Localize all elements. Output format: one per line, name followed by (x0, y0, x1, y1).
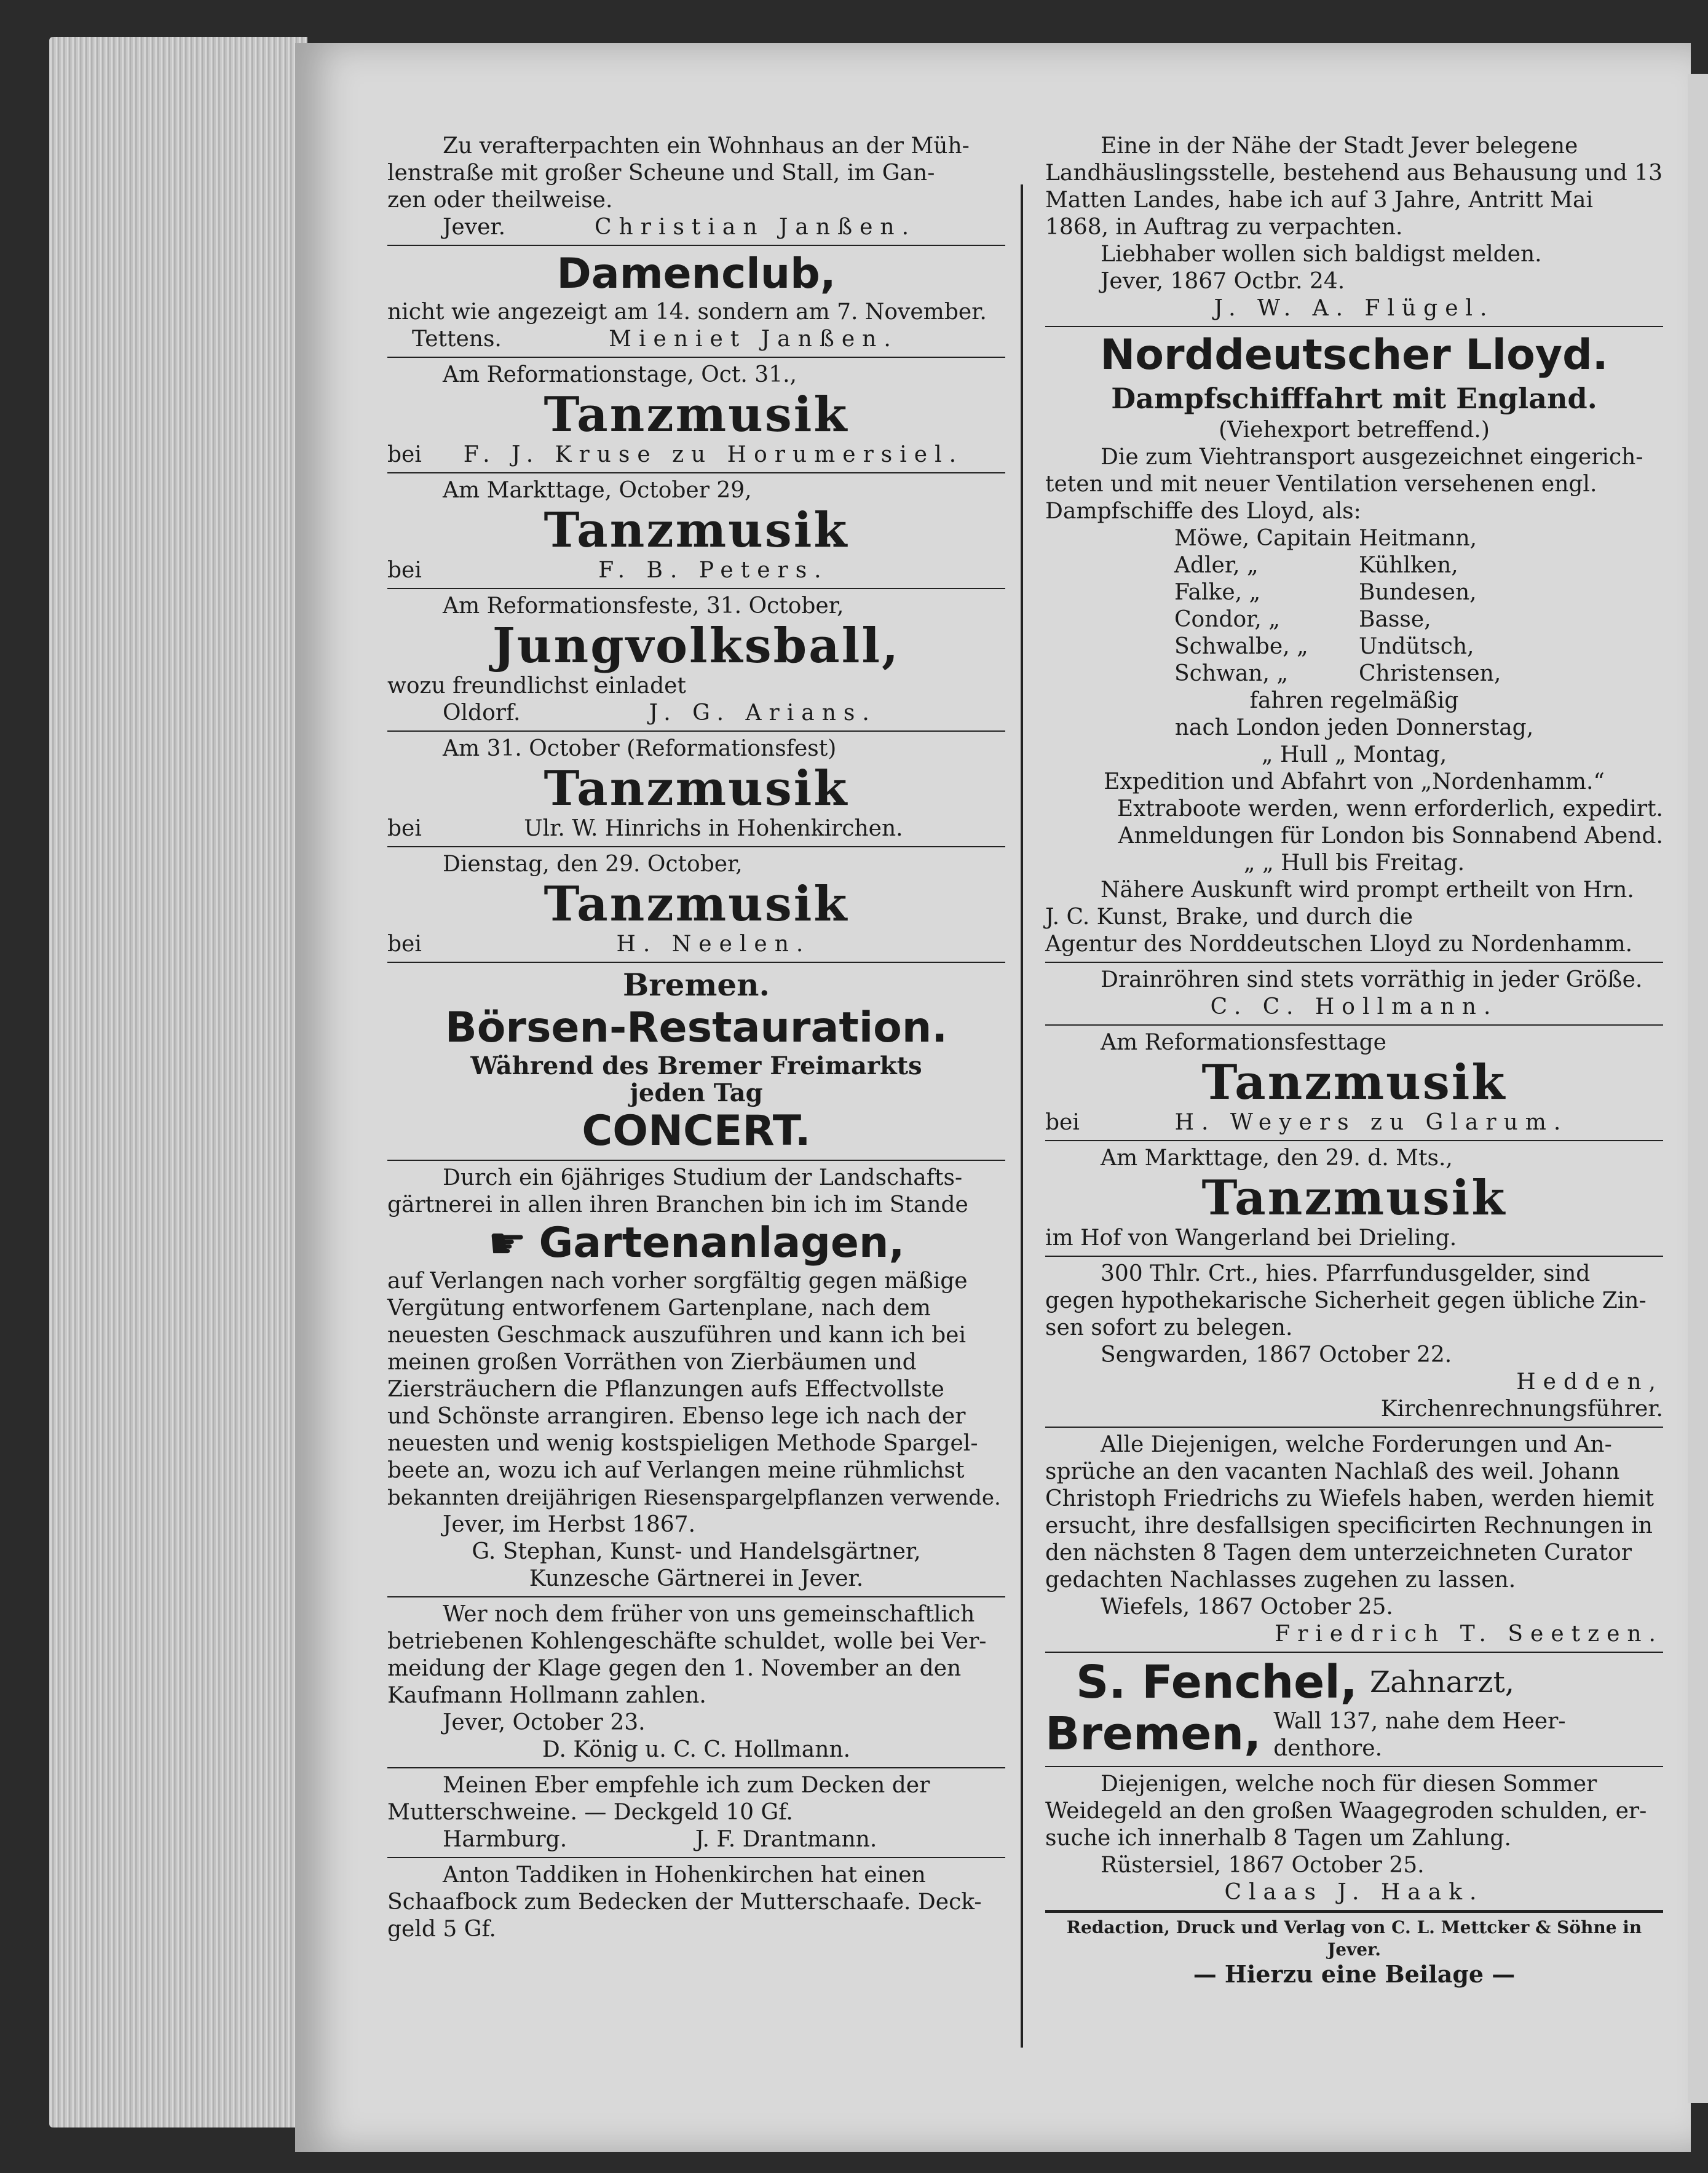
list-item: Condor, „ Basse, (1174, 607, 1431, 632)
ad-text: suche ich innerhalb 8 Tagen um Zahlung. (1045, 1826, 1511, 1851)
ad-signature: F. J. Kruse zu Horumersiel. (463, 442, 964, 467)
imprint-text: Redaction, Druck und Verlag von C. L. Mettcker & Söhne in Jever. (1066, 1917, 1642, 1960)
ad-fenchel-zahnarzt (1045, 1653, 1663, 1767)
ad-text: Mutterschweine. — Deckgeld 10 Gf. (387, 1800, 793, 1825)
ad-text: Drainröhren sind stets vorräthig in jeder Größe. (1101, 967, 1643, 992)
ad-text: gegen hypothekarische Sicherheit gegen übliche Zin- (1045, 1288, 1647, 1313)
ad-text: Anmeldungen für London bis Sonnabend Abend. (1118, 823, 1663, 849)
ad-text: denthore. (1273, 1736, 1383, 1761)
ad-tanzmusik-weyers (1045, 1026, 1663, 1141)
ad-signature: F. B. Peters. (598, 558, 829, 583)
ad-landhaeuslingsstelle (1045, 129, 1663, 327)
ad-heading: Tanzmusik (544, 876, 849, 932)
ad-kohlengeschaeft (387, 1597, 1005, 1768)
ad-subheading: (Viehexport betreffend.) (1219, 418, 1490, 443)
ad-text: betriebenen Kohlengeschäfte schuldet, wolle bei Ver- (387, 1629, 987, 1654)
ad-signature: J. G. Arians. (649, 700, 877, 726)
ad-text: neuesten Geschmack auszuführen und kann ich bei (387, 1323, 966, 1348)
ad-tanzmusik-neelen (387, 847, 1005, 963)
facing-page-edge (1688, 74, 1708, 2103)
ad-intro: Am Reformationstage, Oct. 31., (443, 362, 797, 387)
ad-signature: G. Stephan, Kunst- und Handelsgärtner, (472, 1539, 921, 1564)
ad-heading: Tanzmusik (544, 761, 849, 817)
supplement-note: — Hierzu eine Beilage — (1193, 1960, 1516, 1988)
ad-pfarrfundusgelder (1045, 1257, 1663, 1428)
ad-text: 1868, in Auftrag zu verpachten. (1045, 215, 1403, 240)
ad-text: teten und mit neuer Ventilation versehenen engl. (1045, 472, 1597, 497)
ad-text: meinen großen Vorräthen von Zierbäumen und (387, 1350, 917, 1375)
ad-gartenanlagen (387, 1161, 1005, 1597)
ad-signature: Claas J. Haak. (1224, 1880, 1484, 1905)
ad-intro: Am Reformationsfeste, 31. October, (443, 593, 844, 619)
ad-text: auf Verlangen nach vorher sorgfältig gegen mäßige (387, 1269, 968, 1294)
ad-drainroehren (1045, 963, 1663, 1026)
ad-text: „ „ Hull bis Freitag. (1243, 850, 1465, 876)
ad-place-date: Jever, October 23. (443, 1710, 646, 1735)
book-page-edges (49, 37, 307, 2127)
ad-text: Meinen Eber empfehle ich zum Decken der (443, 1773, 930, 1798)
ad-heading: Tanzmusik (1201, 1055, 1507, 1110)
ad-place: Oldorf. (443, 700, 521, 726)
ad-place-date: Sengwarden, 1867 October 22. (1101, 1342, 1452, 1368)
ad-text: sen sofort zu belegen. (1045, 1315, 1293, 1340)
ad-text: nach London jeden Donnerstag, (1174, 715, 1534, 740)
ad-wohnhaus (387, 129, 1005, 246)
ad-intro: Am Reformationsfesttage (1101, 1030, 1386, 1055)
ad-text: Anton Taddiken in Hohenkirchen hat einen (443, 1862, 926, 1888)
ad-bei: bei (1045, 1110, 1080, 1135)
ad-text: geld 5 Gf. (387, 1917, 496, 1942)
ad-signature: D. König u. C. C. Hollmann. (542, 1737, 851, 1762)
ad-intro: Am 31. October (Reformationsfest) (443, 736, 837, 761)
ad-intro: Dienstag, den 29. October, (443, 852, 743, 877)
ad-signature: J. W. A. Flügel. (1214, 296, 1495, 321)
ad-text: „ Hull „ Montag, (1261, 742, 1447, 767)
ad-text: zen oder theilweise. (387, 188, 613, 213)
ad-heading: Jungvolksball, (492, 618, 901, 674)
ad-weidegeld (1045, 1767, 1663, 1911)
ad-text: 300 Thlr. Crt., hies. Pfarrfundusgelder, sind (1101, 1261, 1591, 1286)
left-column (387, 129, 1005, 1947)
ad-bei: bei (387, 558, 422, 583)
ad-nachlass (1045, 1428, 1663, 1653)
ad-intro: Am Markttage, October 29, (443, 478, 752, 503)
ad-text: lenstraße mit großer Scheune und Stall, im Gan- (387, 160, 935, 186)
ad-text: Expedition und Abfahrt von „Nordenhamm.“ (1104, 769, 1605, 794)
ad-text: Nähere Auskunft wird prompt ertheilt von Hrn. (1101, 877, 1634, 903)
ad-signature: C. C. Hollmann. (1210, 994, 1498, 1019)
ad-schaafbock (387, 1858, 1005, 1947)
list-item: Schwalbe, „ Undütsch, (1174, 634, 1474, 659)
ad-heading: Tanzmusik (544, 502, 849, 558)
ad-tanzmusik-hinrichs (387, 732, 1005, 847)
ad-signature: Mieniet Janßen. (609, 327, 898, 352)
ad-text: ersucht, ihre desfallsigen specificirten Rechnungen in (1045, 1513, 1653, 1538)
ad-text: Kaufmann Hollmann zahlen. (387, 1683, 706, 1708)
ad-text: Diejenigen, welche noch für diesen Sommer (1101, 1771, 1597, 1797)
ad-bei: bei (387, 816, 422, 841)
ad-text: Wall 137, nahe dem Heer- (1273, 1709, 1566, 1734)
ad-text: meidung der Klage gegen den 1. November an den (387, 1656, 962, 1681)
column-divider (1021, 184, 1023, 2048)
ad-text: Durch ein 6jähriges Studium der Landschafts- (443, 1165, 963, 1190)
ad-text: J. C. Kunst, Brake, und durch die (1045, 904, 1413, 930)
ad-signature: Christian Janßen. (595, 215, 917, 240)
ad-bei: bei (387, 932, 422, 957)
ad-heading: CONCERT. (582, 1107, 811, 1155)
ad-text: Alle Diejenigen, welche Forderungen und An- (1101, 1432, 1612, 1457)
ad-text: Agentur des Norddeutschen Lloyd zu Nordenhamm. (1045, 932, 1633, 957)
ad-signature-role: Kirchenrechnungsführer. (1380, 1396, 1663, 1422)
ad-text: Ziersträuchern die Pflanzungen aufs Effectvollste (387, 1377, 944, 1402)
ad-heading: Bremen. (623, 967, 770, 1003)
ad-signature: Hedden, (1516, 1369, 1663, 1395)
ad-text: Weidegeld an den großen Waagegroden schulden, er- (1045, 1799, 1647, 1824)
ad-text: den nächsten 8 Tagen dem unterzeichneten Curator (1045, 1540, 1632, 1565)
ad-text: und Schönste arrangiren. Ebenso lege ich nach der (387, 1404, 966, 1429)
ad-text: Matten Landes, habe ich auf 3 Jahre, Antritt Mai (1045, 188, 1594, 213)
ad-text: beete an, wozu ich auf Verlangen meine rühmlichst (387, 1458, 965, 1483)
ad-text: Die zum Viehtransport ausgezeichnet eingerich- (1101, 445, 1643, 470)
ad-heading: Tanzmusik (544, 387, 849, 443)
ad-subheading: jeden Tag (630, 1079, 763, 1107)
ad-subheading: Dampfschifffahrt mit England. (1111, 382, 1597, 415)
ad-boersen-restauration (387, 963, 1005, 1161)
ad-text: Zu verafterpachten ein Wohnhaus an der Müh- (443, 133, 970, 159)
list-item: Möwe, Capitain Heitmann, (1174, 526, 1477, 551)
ad-signature: Friedrich T. Seetzen. (1275, 1621, 1663, 1647)
ad-text: Dampfschiffe des Lloyd, als: (1045, 499, 1361, 524)
ad-text: Eine in der Nähe der Stadt Jever belegene (1101, 133, 1578, 159)
ad-text: sprüche an den vacanten Nachlaß des weil. Johann (1045, 1459, 1620, 1484)
pointing-hand-icon: ☛ (488, 1218, 527, 1269)
ad-signature: J. F. Drantmann. (695, 1827, 877, 1852)
ad-place-date: Jever, 1867 Octbr. 24. (1101, 269, 1345, 294)
ad-tanzmusik-kruse (387, 358, 1005, 473)
ad-place-date: Rüstersiel, 1867 October 25. (1101, 1853, 1425, 1878)
ad-signature: H. Neelen. (616, 932, 811, 957)
ad-text: gedachten Nachlasses zugehen zu lassen. (1045, 1567, 1516, 1593)
ad-heading: Tanzmusik (1201, 1170, 1507, 1226)
ad-text: wozu freundlichst einladet (387, 673, 686, 699)
ad-place: Harmburg. (443, 1827, 567, 1852)
right-column (1045, 129, 1663, 1992)
list-item: Adler, „ Kühlken, (1174, 553, 1458, 578)
ad-place-date: Jever, im Herbst 1867. (443, 1512, 696, 1537)
ad-text: bekannten dreijährigen Riesenspargelpflanzen verwende. (387, 1486, 1001, 1510)
list-item: Schwan, „ Christensen, (1174, 661, 1501, 686)
ad-text: Schaafbock zum Bedecken der Mutterschaafe. Deck- (387, 1890, 982, 1915)
ad-intro: Am Markttage, den 29. d. Mts., (1101, 1146, 1453, 1171)
ad-bei: bei (387, 442, 422, 467)
ad-subheading: Während des Bremer Freimarkts (470, 1051, 922, 1080)
ad-text: neuesten und wenig kostspieligen Methode Spargel- (387, 1431, 978, 1456)
ship-list (1174, 525, 1663, 687)
ad-tanzmusik-peters (387, 473, 1005, 589)
ad-text: Vergütung entworfenem Gartenplane, nach dem (387, 1296, 931, 1321)
ad-damenclub (387, 246, 1005, 358)
ad-text: im Hof von Wangerland bei Drieling. (1045, 1225, 1457, 1251)
ad-heading: Damenclub, (556, 250, 836, 298)
ad-text: Liebhaber wollen sich baldigst melden. (1101, 242, 1542, 267)
ad-text: Zahnarzt, (1369, 1665, 1515, 1700)
ad-heading: S. Fenchel, (1076, 1656, 1358, 1709)
ad-text: nicht wie angezeigt am 14. sondern am 7. November. (387, 299, 987, 325)
ad-text: Landhäuslingsstelle, bestehend aus Behausung und 13 (1045, 160, 1663, 186)
ad-place: Jever. (443, 215, 506, 240)
ad-signature: H. Weyers zu Glarum. (1174, 1110, 1568, 1135)
ad-tanzmusik-drieling (1045, 1141, 1663, 1257)
ad-heading: Gartenanlagen, (539, 1219, 905, 1267)
ad-text: gärtnerei in allen ihren Branchen bin ich im Stande (387, 1192, 968, 1217)
ad-heading: Bremen, (1045, 1708, 1262, 1760)
ad-signature: Ulr. W. Hinrichs in Hohenkirchen. (524, 816, 903, 841)
list-item: Falke, „ Bundesen, (1174, 580, 1477, 605)
ad-place: Tettens. (412, 327, 502, 352)
ad-text: Extraboote werden, wenn erforderlich, expedirt. (1117, 796, 1663, 821)
ad-heading: Börsen-Restauration. (445, 1003, 948, 1052)
ad-heading: Norddeutscher Lloyd. (1100, 331, 1608, 379)
ad-eber (387, 1768, 1005, 1858)
ad-text: Christoph Friedrichs zu Wiefels haben, werden hiemit (1045, 1486, 1655, 1511)
ad-signature: Kunzesche Gärtnerei in Jever. (529, 1566, 864, 1591)
ad-norddeutscher-lloyd (1045, 327, 1663, 963)
ad-text: Wer noch dem früher von uns gemeinschaftlich (443, 1602, 975, 1627)
ad-jungvolksball (387, 589, 1005, 732)
ad-place-date: Wiefels, 1867 October 25. (1101, 1594, 1393, 1620)
imprint (1045, 1911, 1663, 1992)
ad-text: fahren regelmäßig (1249, 688, 1459, 713)
